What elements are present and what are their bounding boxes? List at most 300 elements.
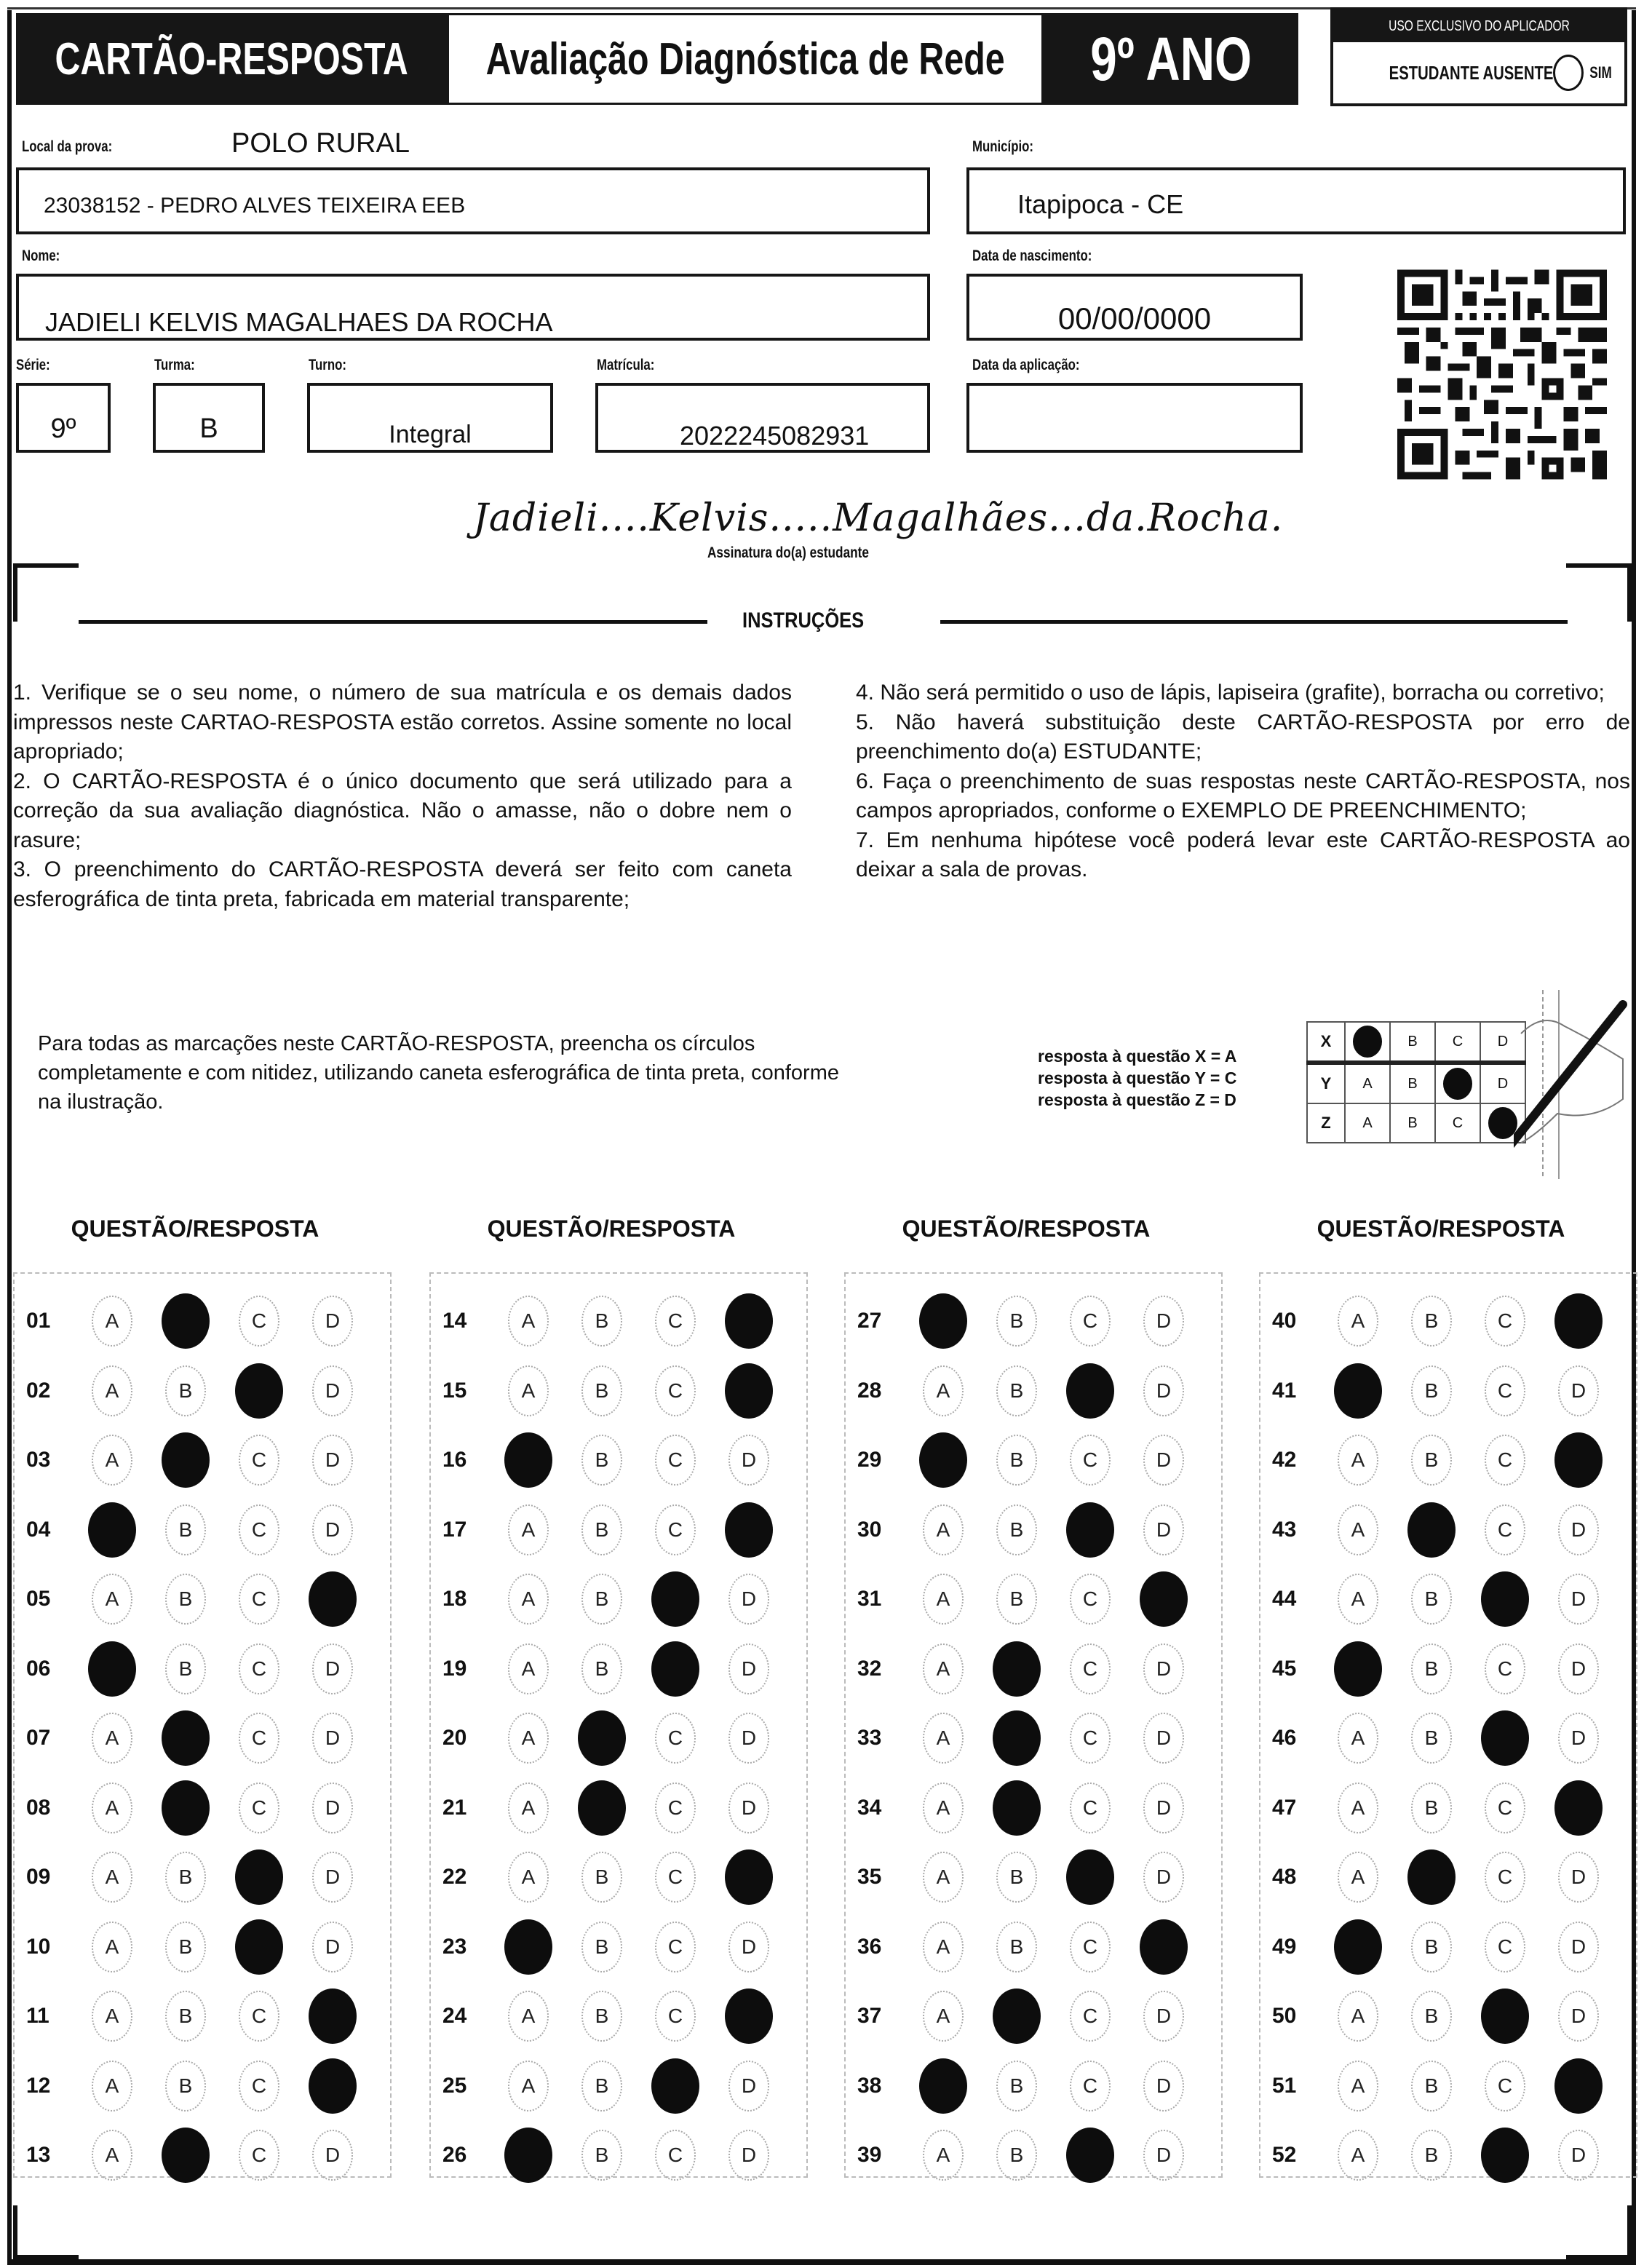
answer-bubble[interactable]: D <box>312 1783 353 1833</box>
answer-bubble[interactable]: D <box>1558 1713 1599 1764</box>
answer-bubble[interactable]: B <box>581 1296 622 1347</box>
question-number: 01 <box>26 1309 51 1333</box>
answer-bubble[interactable]: C <box>239 2130 279 2181</box>
question-number: 22 <box>442 1865 467 1889</box>
answer-bubble[interactable]: C <box>655 1922 696 1972</box>
answer-bubble[interactable]: B <box>1411 1783 1452 1833</box>
answer-bubble[interactable]: A <box>92 2130 132 2181</box>
answer-bubble-filled[interactable] <box>725 1293 773 1349</box>
question-number: 16 <box>442 1448 467 1472</box>
question-number: 40 <box>1272 1309 1297 1333</box>
answer-bubble[interactable]: C <box>655 1713 696 1764</box>
answer-bubble[interactable]: A <box>1338 1852 1378 1903</box>
answer-bubble[interactable]: D <box>1143 1365 1184 1416</box>
answer-bubble-filled[interactable] <box>235 1363 283 1419</box>
answer-bubble-filled[interactable] <box>88 1502 136 1558</box>
answer-bubble[interactable]: A <box>508 1574 549 1625</box>
answer-bubble[interactable]: C <box>1070 1991 1111 2042</box>
answer-bubble[interactable]: A <box>92 1713 132 1764</box>
answer-bubble[interactable]: A <box>508 1713 549 1764</box>
answer-bubble[interactable]: D <box>728 1435 769 1486</box>
answer-bubble[interactable]: D <box>312 1643 353 1694</box>
column-title: QUESTÃO/RESPOSTA <box>71 1216 319 1242</box>
answer-bubble[interactable]: A <box>508 1991 549 2042</box>
answer-bubble-filled[interactable] <box>993 1780 1041 1836</box>
fill-example-row <box>1307 1103 1525 1143</box>
question-number: 30 <box>857 1517 882 1542</box>
answer-bubble[interactable]: B <box>996 1296 1037 1347</box>
answer-bubble[interactable]: B <box>165 1365 206 1416</box>
answer-bubble[interactable]: B <box>1411 2130 1452 2181</box>
answer-bubble[interactable]: D <box>1558 1574 1599 1625</box>
question-number: 35 <box>857 1865 882 1889</box>
answer-bubble[interactable]: A <box>92 1574 132 1625</box>
answer-bubble-filled[interactable] <box>1334 1641 1382 1697</box>
absent-row <box>1333 42 1624 103</box>
fill-example-option: A <box>1345 1063 1390 1103</box>
answer-bubble[interactable]: A <box>923 1574 964 1625</box>
answer-bubble[interactable]: B <box>1411 1643 1452 1694</box>
answer-bubble-filled[interactable] <box>1481 1571 1529 1627</box>
absent-checkbox[interactable] <box>1553 55 1584 91</box>
question-row <box>1272 1292 1632 1350</box>
answer-bubble-filled[interactable] <box>162 1432 210 1488</box>
answer-bubble-filled[interactable] <box>1481 1989 1529 2044</box>
answer-bubble[interactable]: A <box>923 1991 964 2042</box>
question-number: 31 <box>857 1587 882 1611</box>
answer-bubble[interactable]: B <box>1411 1435 1452 1486</box>
answer-bubble[interactable]: B <box>581 2061 622 2112</box>
answer-bubble[interactable]: C <box>1070 1783 1111 1833</box>
serie-value: 9º <box>50 413 76 444</box>
answer-bubble[interactable]: A <box>1338 1713 1378 1764</box>
answer-bubble[interactable]: A <box>1338 1504 1378 1555</box>
fill-example-row <box>1307 1063 1525 1103</box>
answer-bubble[interactable]: C <box>239 1435 279 1486</box>
answer-bubble-filled[interactable] <box>1481 1710 1529 1766</box>
question-number: 29 <box>857 1448 882 1472</box>
answer-bubble[interactable]: A <box>1338 1296 1378 1347</box>
answer-bubble[interactable]: C <box>1070 1643 1111 1694</box>
answer-bubble[interactable]: D <box>1558 1852 1599 1903</box>
answer-bubble[interactable]: D <box>1143 1852 1184 1903</box>
turno-label: Turno: <box>309 357 346 373</box>
answer-bubble-filled[interactable] <box>88 1641 136 1697</box>
answer-bubble[interactable]: B <box>581 1504 622 1555</box>
answer-bubble[interactable]: D <box>728 1713 769 1764</box>
answer-bubble[interactable]: D <box>728 1643 769 1694</box>
answer-bubble[interactable]: A <box>1338 1783 1378 1833</box>
answer-bubble[interactable]: A <box>92 1365 132 1416</box>
question-row <box>442 1431 802 1489</box>
fill-example-option: C <box>1435 1103 1480 1143</box>
answer-bubble[interactable]: C <box>655 1365 696 1416</box>
answer-bubble[interactable]: B <box>1411 1574 1452 1625</box>
answer-bubble[interactable]: C <box>655 2130 696 2181</box>
answer-bubble-filled[interactable] <box>651 2058 699 2114</box>
answer-bubble[interactable]: A <box>1338 2061 1378 2112</box>
answer-bubble[interactable]: D <box>1558 1504 1599 1555</box>
answer-bubble[interactable]: B <box>1411 1296 1452 1347</box>
instruction-1: 1. Verifique se o seu nome, o número de sua matrícula e os demais dados impressos neste CARTAO-RESPOSTA estão corretos. Assine somente no local apropriado; <box>13 681 792 764</box>
answer-bubble[interactable]: B <box>581 1991 622 2042</box>
answer-bubble-filled[interactable] <box>235 1919 283 1975</box>
question-row <box>26 2126 386 2184</box>
answer-bubble-filled[interactable] <box>1554 2058 1603 2114</box>
answer-bubble[interactable]: B <box>996 2130 1037 2181</box>
answer-bubble[interactable]: C <box>1485 1922 1525 1972</box>
question-row <box>26 1292 386 1350</box>
answer-bubble[interactable]: B <box>581 1435 622 1486</box>
answer-bubble[interactable]: C <box>1070 1296 1111 1347</box>
question-row <box>442 1987 802 2045</box>
answer-bubble-filled[interactable] <box>309 1571 357 1627</box>
question-row <box>1272 1709 1632 1767</box>
question-number: 13 <box>26 2143 51 2167</box>
answer-bubble-filled[interactable] <box>309 1989 357 2044</box>
question-row <box>1272 1570 1632 1628</box>
answer-bubble-filled[interactable] <box>993 1710 1041 1766</box>
answer-bubble[interactable]: B <box>1411 1991 1452 2042</box>
answer-bubble[interactable]: D <box>312 1365 353 1416</box>
question-number: 43 <box>1272 1517 1297 1542</box>
question-row <box>857 2057 1217 2115</box>
answer-bubble-filled[interactable] <box>725 1989 773 2044</box>
evaluation-title-text: Avaliação Diagnóstica de Rede <box>485 33 1005 84</box>
question-number: 51 <box>1272 2073 1297 2098</box>
question-number: 33 <box>857 1726 882 1750</box>
answer-bubble-filled[interactable] <box>1334 1919 1382 1975</box>
question-number: 39 <box>857 2143 882 2167</box>
answer-bubble[interactable]: B <box>165 1991 206 2042</box>
question-row <box>1272 1362 1632 1420</box>
answer-bubble-filled[interactable] <box>725 1363 773 1419</box>
answer-bubble[interactable]: A <box>923 1713 964 1764</box>
question-number: 04 <box>26 1517 51 1542</box>
answer-bubble[interactable]: C <box>239 1991 279 2042</box>
answer-bubble-filled[interactable] <box>725 1502 773 1558</box>
question-row <box>857 1709 1217 1767</box>
answer-bubble-filled[interactable] <box>309 2058 357 2114</box>
answer-bubble[interactable]: D <box>1143 2130 1184 2181</box>
answer-bubble[interactable]: B <box>1411 1713 1452 1764</box>
answer-bubble[interactable]: B <box>165 1922 206 1972</box>
answer-bubble[interactable]: C <box>1485 1435 1525 1486</box>
answer-bubble-filled[interactable] <box>1140 1571 1188 1627</box>
legend-line-z: resposta à questão Z = D <box>1038 1090 1236 1109</box>
answer-bubble[interactable]: C <box>239 2061 279 2112</box>
matricula-value: 2022245082931 <box>680 421 870 451</box>
fill-example-option: B <box>1390 1022 1435 1063</box>
answer-bubble[interactable]: D <box>1558 1922 1599 1972</box>
answer-bubble[interactable]: B <box>1411 1365 1452 1416</box>
answer-bubble[interactable]: C <box>1485 1783 1525 1833</box>
answer-bubble[interactable]: C <box>239 1296 279 1347</box>
answer-bubble[interactable]: D <box>728 1783 769 1833</box>
answer-bubble-filled[interactable] <box>162 2128 210 2183</box>
filled-bubble-icon <box>1443 1068 1472 1100</box>
answer-bubble[interactable]: C <box>239 1574 279 1625</box>
question-number: 18 <box>442 1587 467 1611</box>
answer-bubble[interactable]: D <box>1143 1435 1184 1486</box>
answer-bubble[interactable]: D <box>728 1922 769 1972</box>
answer-bubble-filled[interactable] <box>919 2058 967 2114</box>
answer-bubble[interactable]: A <box>508 2061 549 2112</box>
evaluation-title <box>447 13 1044 105</box>
question-number: 21 <box>442 1795 467 1820</box>
question-number: 38 <box>857 2073 882 2098</box>
instruction-6: 6. Faça o preenchimento de suas respostas neste CARTÃO-RESPOSTA, nos campos apropriados, conforme o EXEMPLO DE PREENCHIMENTO; <box>856 769 1630 822</box>
answer-bubble[interactable]: A <box>923 2130 964 2181</box>
answer-bubble[interactable]: C <box>655 1504 696 1555</box>
answer-bubble[interactable]: A <box>923 1783 964 1833</box>
answer-bubble[interactable]: A <box>508 1783 549 1833</box>
question-number: 05 <box>26 1587 51 1611</box>
question-row <box>442 2126 802 2184</box>
answer-bubble[interactable]: D <box>312 1922 353 1972</box>
answer-bubble-filled[interactable] <box>578 1780 626 1836</box>
answer-bubble[interactable]: C <box>239 1504 279 1555</box>
answer-bubble[interactable]: A <box>923 1643 964 1694</box>
answer-bubble-filled[interactable] <box>1554 1293 1603 1349</box>
answer-bubble[interactable]: D <box>728 1574 769 1625</box>
fill-example-row-label: Y <box>1307 1063 1345 1103</box>
answer-bubble[interactable]: B <box>996 1435 1037 1486</box>
answer-bubble-filled[interactable] <box>504 2128 552 2183</box>
answer-bubble[interactable]: B <box>996 2061 1037 2112</box>
corner-mark-bottom-left-h <box>13 2255 79 2259</box>
answer-bubble-filled[interactable] <box>1066 1849 1114 1905</box>
answer-bubble[interactable]: D <box>728 2130 769 2181</box>
question-row <box>442 1501 802 1559</box>
answer-bubble[interactable]: C <box>1485 1643 1525 1694</box>
matricula-label: Matrícula: <box>597 357 655 373</box>
answer-bubble-filled[interactable] <box>725 1849 773 1905</box>
answer-bubble[interactable]: A <box>92 2061 132 2112</box>
answer-bubble[interactable]: B <box>581 1574 622 1625</box>
answer-bubble[interactable]: A <box>923 1504 964 1555</box>
question-row <box>857 1640 1217 1698</box>
answer-bubble[interactable]: D <box>1558 1991 1599 2042</box>
answer-bubble[interactable]: B <box>165 2061 206 2112</box>
answer-bubble[interactable]: D <box>1143 1643 1184 1694</box>
answer-bubble[interactable]: A <box>1338 1574 1378 1625</box>
question-row <box>26 1779 386 1837</box>
absent-label: ESTUDANTE AUSENTE <box>1389 61 1554 84</box>
answer-bubble[interactable]: D <box>1143 2061 1184 2112</box>
answer-bubble[interactable]: B <box>996 1504 1037 1555</box>
answer-bubble[interactable]: C <box>1070 1574 1111 1625</box>
turma-value: B <box>199 413 218 444</box>
question-row <box>857 1362 1217 1420</box>
answer-bubble-filled[interactable] <box>1140 1919 1188 1975</box>
question-row <box>26 1362 386 1420</box>
answer-bubble-filled[interactable] <box>1066 1363 1114 1419</box>
answer-bubble[interactable]: B <box>581 1852 622 1903</box>
matricula-field <box>595 383 930 453</box>
answer-bubble-filled[interactable] <box>651 1571 699 1627</box>
turno-value: Integral <box>389 421 472 448</box>
answer-bubble[interactable]: C <box>1070 1922 1111 1972</box>
answer-bubble[interactable]: B <box>581 1365 622 1416</box>
answer-bubble[interactable]: D <box>1143 1504 1184 1555</box>
answer-bubble[interactable]: C <box>1485 1504 1525 1555</box>
question-number: 27 <box>857 1309 882 1333</box>
answer-bubble-filled[interactable] <box>919 1293 967 1349</box>
answer-bubble-filled[interactable] <box>1334 1363 1382 1419</box>
answer-bubble[interactable]: A <box>923 1852 964 1903</box>
question-row <box>857 1779 1217 1837</box>
answer-bubble-filled[interactable] <box>993 1641 1041 1697</box>
answer-bubble[interactable]: A <box>923 1365 964 1416</box>
answer-bubble[interactable]: B <box>581 2130 622 2181</box>
answer-bubble[interactable]: D <box>312 2130 353 2181</box>
answer-bubble[interactable]: C <box>1485 1365 1525 1416</box>
answer-bubble[interactable]: D <box>312 1852 353 1903</box>
answer-bubble[interactable]: A <box>1338 1435 1378 1486</box>
turma-label: Turma: <box>154 357 195 373</box>
answer-bubble[interactable]: B <box>581 1643 622 1694</box>
answer-bubble-filled[interactable] <box>235 1849 283 1905</box>
answer-bubble-filled[interactable] <box>1066 1502 1114 1558</box>
answer-bubble[interactable]: A <box>1338 1991 1378 2042</box>
answer-bubble[interactable]: D <box>312 1435 353 1486</box>
question-number: 52 <box>1272 2143 1297 2167</box>
answer-bubble[interactable]: C <box>1485 1852 1525 1903</box>
answer-bubble[interactable]: B <box>996 1852 1037 1903</box>
question-row <box>26 1570 386 1628</box>
answer-bubble[interactable]: A <box>923 1922 964 1972</box>
answer-bubble-filled[interactable] <box>651 1641 699 1697</box>
answer-bubble[interactable]: D <box>728 2061 769 2112</box>
answer-bubble[interactable]: C <box>1070 1713 1111 1764</box>
answer-bubble[interactable]: B <box>996 1922 1037 1972</box>
answer-bubble[interactable]: B <box>165 1852 206 1903</box>
grade-badge-text: 9º ANO <box>1090 24 1252 93</box>
question-number: 37 <box>857 2004 882 2028</box>
answer-bubble-filled[interactable] <box>919 1432 967 1488</box>
answer-bubble[interactable]: B <box>165 1574 206 1625</box>
answer-bubble[interactable]: D <box>1558 1643 1599 1694</box>
answer-bubble[interactable]: C <box>1070 2061 1111 2112</box>
fill-example-marked-bubble <box>1435 1063 1480 1103</box>
frame-left-border <box>7 10 12 2265</box>
answer-bubble-filled[interactable] <box>1481 2128 1529 2183</box>
question-number: 15 <box>442 1378 467 1403</box>
answer-bubble[interactable]: C <box>1485 2061 1525 2112</box>
answer-bubble[interactable]: A <box>92 1991 132 2042</box>
answer-bubble[interactable]: D <box>1558 2130 1599 2181</box>
answer-bubble[interactable]: A <box>92 1922 132 1972</box>
answer-bubble-filled[interactable] <box>162 1780 210 1836</box>
fill-instruction-note: Para todas as marcações neste CARTÃO-RESPOSTA, preencha os círculos completamente e com nitidez, utilizando caneta esferográfica de tinta preta, conforme na ilustração. <box>38 1032 839 1114</box>
answer-bubble[interactable]: A <box>92 1852 132 1903</box>
answer-bubble[interactable]: C <box>1485 1296 1525 1347</box>
answer-bubble[interactable]: D <box>312 1504 353 1555</box>
answer-bubble[interactable]: D <box>1558 1365 1599 1416</box>
answer-bubble-filled[interactable] <box>1407 1849 1456 1905</box>
fill-example-row <box>1307 1022 1525 1063</box>
question-row <box>26 1709 386 1767</box>
answer-bubble-filled[interactable] <box>1066 2128 1114 2183</box>
applicator-box-header <box>1333 10 1624 42</box>
answer-bubble[interactable]: C <box>655 1991 696 2042</box>
fill-example-option: A <box>1345 1103 1390 1143</box>
question-row <box>442 1779 802 1837</box>
answer-bubble[interactable]: D <box>312 1296 353 1347</box>
corner-mark-bottom-right-h <box>1566 2255 1632 2259</box>
question-number: 26 <box>442 2143 467 2167</box>
answer-bubble-filled[interactable] <box>1554 1432 1603 1488</box>
fill-example-option: C <box>1435 1022 1480 1063</box>
answer-bubble-filled[interactable] <box>504 1432 552 1488</box>
answer-bubble[interactable]: A <box>1338 2130 1378 2181</box>
answer-bubble[interactable]: A <box>92 1783 132 1833</box>
answer-bubble-filled[interactable] <box>993 1989 1041 2044</box>
answer-bubble[interactable]: A <box>508 1296 549 1347</box>
answer-bubble[interactable]: D <box>1143 1713 1184 1764</box>
answer-bubble[interactable]: C <box>239 1713 279 1764</box>
answer-bubble[interactable]: A <box>508 1504 549 1555</box>
answer-bubble[interactable]: A <box>508 1852 549 1903</box>
question-row <box>857 2126 1217 2184</box>
answer-bubble-filled[interactable] <box>162 1710 210 1766</box>
fill-example-legend <box>1038 1045 1236 1111</box>
answer-bubble[interactable]: B <box>581 1922 622 1972</box>
answer-bubble[interactable]: B <box>996 1574 1037 1625</box>
answer-bubble[interactable]: B <box>165 1643 206 1694</box>
instruction-3: 3. O preenchimento do CARTÃO-RESPOSTA deverá ser feito com caneta esferográfica de tinta preta, fabricada em material transparente; <box>13 857 792 911</box>
school-field <box>16 167 930 234</box>
answer-bubble-filled[interactable] <box>1407 1502 1456 1558</box>
card-title <box>16 13 447 105</box>
answer-bubble[interactable]: C <box>239 1643 279 1694</box>
answer-bubble[interactable]: C <box>1070 1435 1111 1486</box>
answer-bubble-filled[interactable] <box>1554 1780 1603 1836</box>
answer-bubble[interactable]: B <box>1411 1922 1452 1972</box>
answer-bubble[interactable]: B <box>996 1365 1037 1416</box>
nome-label: Nome: <box>22 247 60 264</box>
answer-bubble[interactable]: D <box>1143 1783 1184 1833</box>
answer-bubble[interactable]: A <box>92 1435 132 1486</box>
answer-bubble-filled[interactable] <box>504 1919 552 1975</box>
answer-bubble[interactable]: B <box>165 1504 206 1555</box>
answer-bubble[interactable]: D <box>312 1713 353 1764</box>
legend-line-y: resposta à questão Y = C <box>1038 1068 1237 1087</box>
question-number: 46 <box>1272 1726 1297 1750</box>
answer-bubble[interactable]: C <box>239 1783 279 1833</box>
answer-bubble[interactable]: C <box>655 1783 696 1833</box>
answer-bubble[interactable]: C <box>655 1296 696 1347</box>
question-number: 08 <box>26 1795 51 1820</box>
answer-bubble[interactable]: C <box>655 1852 696 1903</box>
answer-bubble[interactable]: C <box>655 1435 696 1486</box>
answer-bubble-filled[interactable] <box>578 1710 626 1766</box>
corner-mark-top-right-h <box>1566 563 1632 568</box>
answer-bubble[interactable]: A <box>508 1643 549 1694</box>
instruction-5: 5. Não haverá substituição deste CARTÃO-RESPOSTA por erro de preenchimento do(a) ESTUDANTE; <box>856 710 1630 764</box>
answer-bubble-filled[interactable] <box>162 1293 210 1349</box>
question-number: 48 <box>1272 1865 1297 1889</box>
answer-bubble[interactable]: B <box>1411 2061 1452 2112</box>
answer-bubble[interactable]: A <box>508 1365 549 1416</box>
answer-bubble[interactable]: D <box>1143 1296 1184 1347</box>
instructions-rule-left <box>79 620 707 624</box>
answer-bubble[interactable]: D <box>1143 1991 1184 2042</box>
qr-code <box>1397 260 1607 489</box>
answer-bubble[interactable]: A <box>92 1296 132 1347</box>
municipio-label: Município: <box>972 138 1033 155</box>
